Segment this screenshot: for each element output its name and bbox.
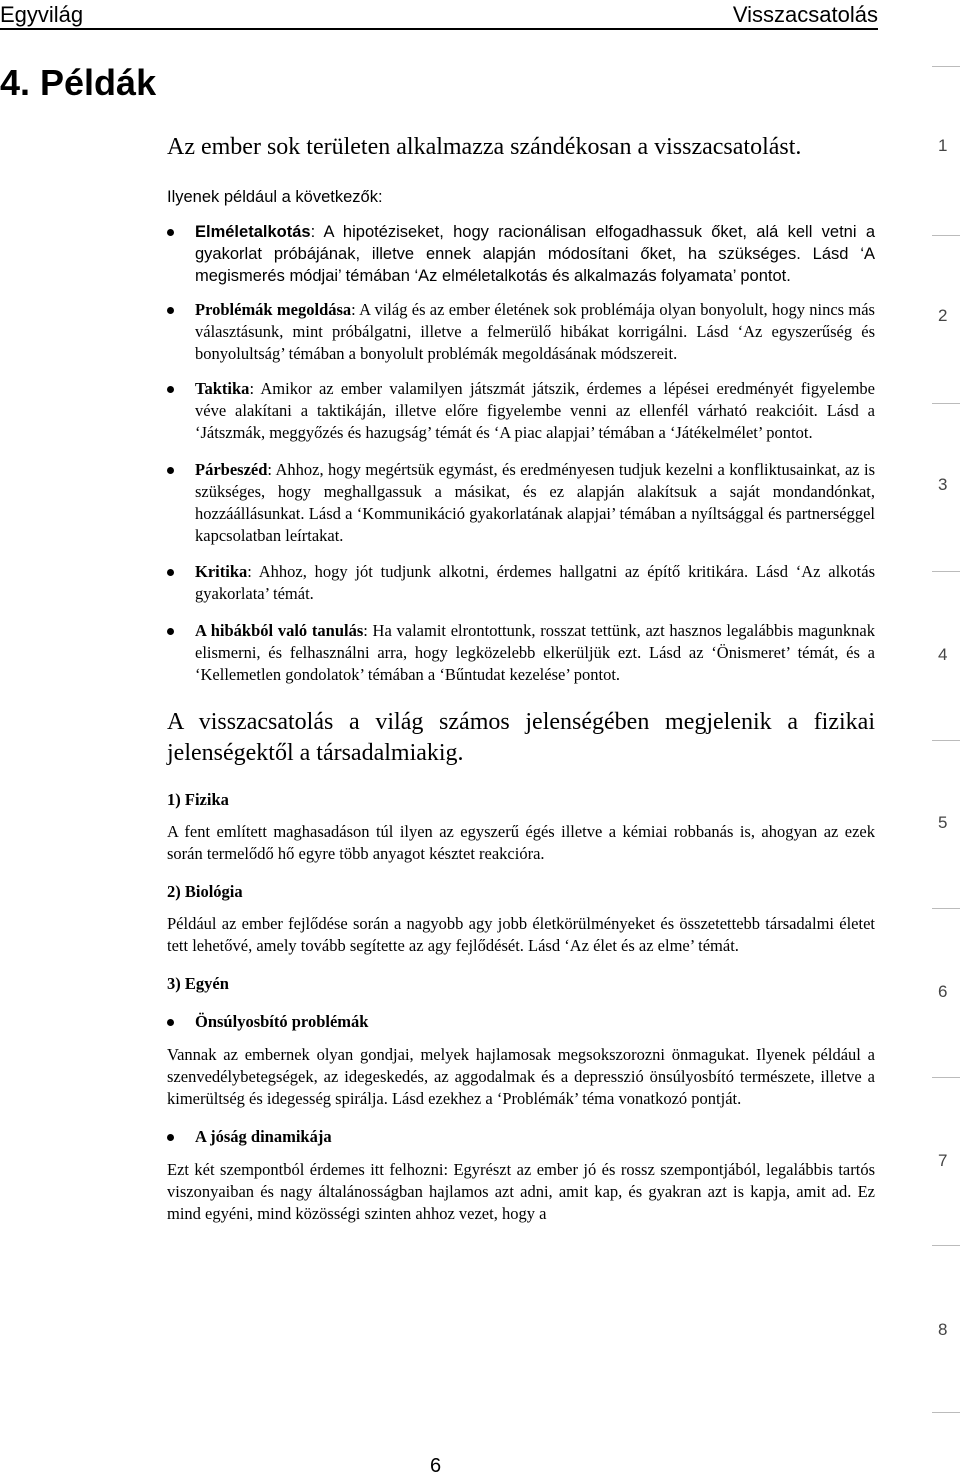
margin-line-numbers <box>930 0 960 1477</box>
phenomena-heading: A visszacsatolás a világ számos jelenségében megjelenik a fizikai jelenségektől a társadalmiakig. <box>167 709 875 766</box>
individual-text-1: Vannak az embernek olyan gondjai, melyek hajlamosak megsokszorozni önmagukat. Ilyenek például a szenvedélybetegségek, az idegeskedés, az aggodalmak és a depresszió önsúlyosbító természete, illetve a kimerültség és idegesség spirálja. Lásd ezekhez a ‘Problémák’ téma vonatkozó pontját. <box>167 1045 875 1108</box>
margin-rule <box>932 571 960 572</box>
list-item <box>167 221 875 287</box>
physics-text: A fent említett maghasadáson túl ilyen az egyszerű égés illetve a kémiai robbanás is, ahogyan az ezek során termelődő hő egyre több anyagot késztet reakcióra. <box>167 822 875 863</box>
margin-rule <box>932 1077 960 1078</box>
list-item <box>167 1011 875 1033</box>
bullet-icon <box>167 467 174 474</box>
item-text: : Ahhoz, hogy megértsük egymást, és eredményesen tudjuk kezelni a konfliktusainkat, az is szükséges, hogy meghallgassuk a másikat, és ez alapján alakítsuk a saját mondandónkat, hozzáállásunkat. Lásd a ‘Kommunikáció gyakorlatának alapjai’ témában a nyíltsággal és partnerséggel kapcsolatban leírtakat. <box>195 460 875 545</box>
margin-number: 6 <box>938 982 948 1001</box>
individual-subheading-2 <box>167 1126 875 1148</box>
margin-number: 5 <box>938 813 948 832</box>
margin-number: 4 <box>938 645 948 664</box>
margin-number: 3 <box>938 475 948 494</box>
bullet-icon <box>167 307 174 314</box>
bullet-icon <box>167 386 174 393</box>
margin-number: 8 <box>938 1320 948 1339</box>
subheading-text: A jóság dinamikája <box>195 1127 332 1146</box>
list-item <box>167 459 875 547</box>
margin-number: 2 <box>938 306 948 325</box>
list-item <box>167 561 875 605</box>
item-term: Elméletalkotás <box>195 223 311 241</box>
individual-text-2: Ezt két szempontból érdemes itt felhozni: Egyrészt az ember jó és rossz szempontjából, legalábbis tartós viszonyaiban és nagy általánosságban hajlamos azt adni, amit kap, és gyakran azt is kapja, amit ad. Ez mind egyéni, mind közösségi szinten ahhoz vezet, hogy a <box>167 1160 875 1223</box>
bullet-icon <box>167 229 174 236</box>
bullet-icon <box>167 628 174 635</box>
item-term: Problémák megoldása <box>195 300 352 319</box>
list-item <box>167 299 875 365</box>
page-number: 6 <box>430 1455 442 1477</box>
margin-rule <box>932 1412 960 1413</box>
examples-list <box>167 221 875 686</box>
item-text: : Amikor az ember valamilyen játszmát játszik, érdemes a lépései eredményét figyelembe véve alakítani a taktikáján, illetve előre figyelembe venni az ellenfél várható reakcióit. Lásd a ‘Játszmák, meggyőzés és hazugság’ témát és ‘A piac alapjai’ témában a ‘Játékelmélet’ pontot. <box>195 379 875 442</box>
running-header <box>0 0 878 30</box>
item-term: Kritika <box>195 562 248 581</box>
margin-rule <box>932 235 960 236</box>
item-term: A hibákból való tanulás <box>195 621 364 640</box>
biology-text: Például az ember fejlődése során a nagyobb agy jobb életkörülményeket és összetettebb társadalmi életet tett lehetővé, amely tovább segítette az agy fejlődését. Lásd ‘Az élet és az elme’ témát. <box>167 914 875 955</box>
margin-number: 1 <box>938 136 948 155</box>
margin-rule <box>932 908 960 909</box>
item-text: : Ahhoz, hogy jót tudjunk alkotni, érdemes hallgatni az építő kritikára. Lásd ‘Az alkotás gyakorlata’ témát. <box>195 562 875 603</box>
item-text: : A világ és az ember életének sok problémája olyan bonyolult, hogy nincs más választásunk, mint próbálgatni, illetve a felmerülő hibákat korrigálni. Lásd ‘Az egyszerűség és bonyolultság’ témában a bonyolult problémák megoldásának módszereit. <box>195 300 875 363</box>
list-item <box>167 620 875 686</box>
margin-rule <box>932 740 960 741</box>
item-text: : Ha valamit elrontottunk, rosszat tettünk, azt hasznos legalábbis magunknak elismerni, és felhasználni arra, hogy legközelebb elkerüljük ezt. Lásd az ‘Önismeret’ témát, és a ‘Kellemetlen gondolatok’ témában a ‘Bűntudat kezelése’ pontot. <box>195 621 875 684</box>
examples-lead: Ilyenek például a következők: <box>167 188 383 206</box>
item-term: Párbeszéd <box>195 460 268 479</box>
item-term: Taktika <box>195 379 250 398</box>
bullet-icon <box>167 569 174 576</box>
item-text: : A hipotéziseket, hogy racionálisan elfogadhassuk őket, alá kell vetni a gyakorlat próbájának, illetve ennek alapján módosítani őket, ha szükséges. Lásd ‘A megismerés módjai’ témában ‘Az elméletalkotás és alkalmazás folyamata’ pontot. <box>195 223 875 285</box>
header-right-title: Visszacsatolás <box>732 2 878 27</box>
list-item <box>167 1126 875 1148</box>
subheading-text: Önsúlyosbító problémák <box>195 1012 369 1031</box>
section-title: 4. Példák <box>0 62 157 103</box>
bullet-icon <box>167 1134 174 1141</box>
bullet-icon <box>167 1019 174 1026</box>
document-body <box>167 132 875 1225</box>
list-item <box>167 378 875 444</box>
header-left-title: Egyvilág <box>0 2 84 27</box>
intro-paragraph: Az ember sok területen alkalmazza szándékosan a visszacsatolást. <box>167 134 802 160</box>
margin-number: 7 <box>938 1151 948 1170</box>
margin-rule <box>932 1245 960 1246</box>
individual-subheading-1 <box>167 1011 875 1033</box>
margin-rule <box>932 403 960 404</box>
margin-rule <box>932 66 960 67</box>
biology-heading: 2) Biológia <box>167 882 243 901</box>
individual-heading: 3) Egyén <box>167 974 229 993</box>
physics-heading: 1) Fizika <box>167 790 229 809</box>
